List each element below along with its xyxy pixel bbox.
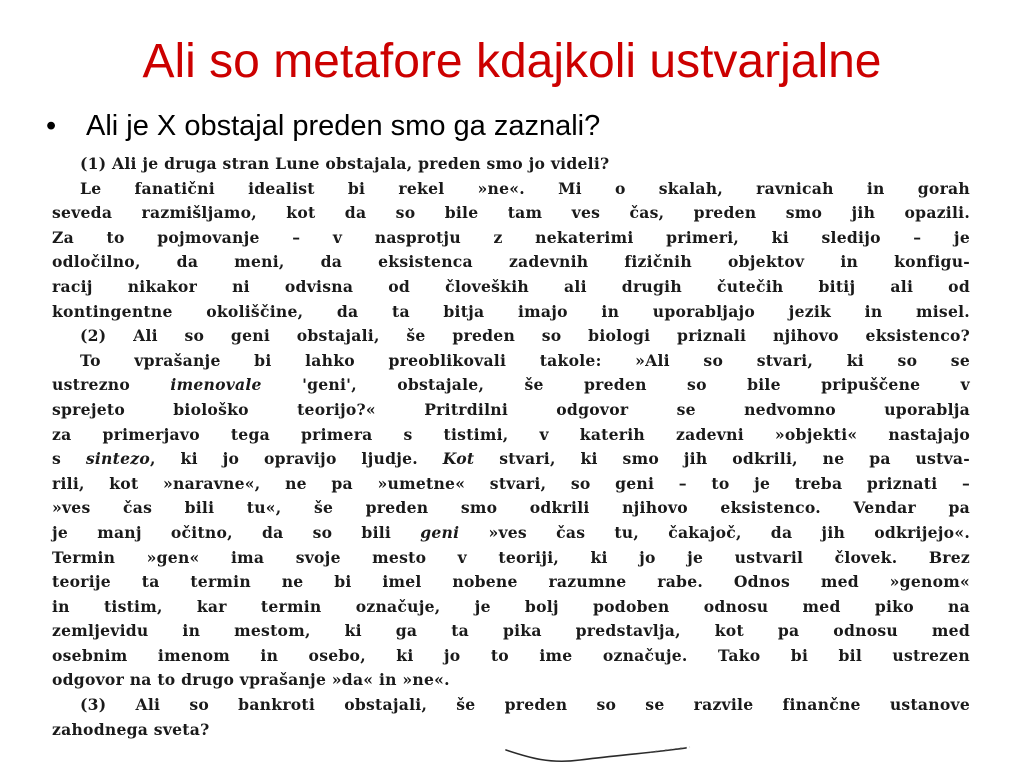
- italic-term: sintezo: [85, 449, 151, 469]
- text-line: in tistim, kar termin označuje, je bolj podoben odnosu med piko na: [52, 596, 970, 616]
- text-run: ustrezno: [52, 375, 171, 395]
- text-line: »ves čas bili tu«, še preden smo odkrili njihovo eksistenco. Vendar pa: [52, 498, 970, 518]
- slide-title: Ali so metafore kdajkoli ustvarjalne: [142, 35, 882, 88]
- text-line: teorije ta termin ne bi imel nobene razumne rabe. Odnos med »genom«: [52, 572, 970, 592]
- text-line: seveda razmišljamo, kot da so bile tam ves čas, preden smo jih opazili.: [52, 203, 970, 223]
- text-line: zemljevidu in mestom, ki ga ta pika predstavlja, kot pa odnosu med: [52, 621, 970, 641]
- handwritten-stroke: [500, 740, 700, 766]
- text-run: »ves čas tu, čakajoč, da jih odkrijejo«.: [459, 522, 970, 542]
- text-line: osebnim imenom in osebo, ki jo to ime označuje. Tako bi bil ustrezen: [52, 645, 970, 665]
- italic-term: imenovale: [170, 375, 262, 395]
- text-line: [52, 521, 970, 546]
- bullet-text: Ali je X obstajal preden smo ga zaznali?: [86, 110, 601, 142]
- text-line: [52, 373, 970, 398]
- text-line: [52, 447, 970, 472]
- text-run: stvari, ki smo jih odkrili, ne pa ustva-: [474, 449, 970, 469]
- text-line: kontingentne okoliščine, da ta bitja imajo in uporabljajo jezik in misel.: [52, 301, 970, 321]
- italic-term: Kot: [442, 449, 475, 469]
- scanned-text: [52, 152, 970, 742]
- text-line: odgovor na to drugo vprašanje »da« in »ne«.: [52, 670, 450, 690]
- text-line: Termin »gen« ima svoje mesto v teoriji, ki jo je ustvaril človek. Brez: [52, 547, 970, 567]
- text-line: To vprašanje bi lahko preoblikovali takole: »Ali so stvari, ki so se: [80, 350, 970, 370]
- question-2: (2) Ali so geni obstajali, še preden so biologi priznali njihovo eksistenco?: [80, 326, 970, 346]
- text-line: racij nikakor ni odvisna od človeških ali drugih čutečih bitij ali od: [52, 276, 970, 296]
- text-run: je manj očitno, da so bili: [52, 522, 421, 542]
- italic-term: geni: [420, 522, 460, 542]
- question-1: (1) Ali je druga stran Lune obstajala, preden smo jo videli?: [80, 154, 610, 173]
- bullet-dot: •: [46, 110, 57, 142]
- text-run: 'geni', obstajale, še preden so bile pripuščene v: [261, 375, 970, 395]
- text-line: Le fanatični idealist bi rekel »ne«. Mi o skalah, ravnicah in gorah: [80, 178, 970, 198]
- text-line: zahodnega sveta?: [52, 719, 210, 739]
- text-line: Za to pojmovanje – v nasprotju z nekaterimi primeri, ki sledijo – je: [52, 227, 970, 247]
- text-line: odločilno, da meni, da eksistenca zadevnih fizičnih objektov in konfigu-: [52, 252, 970, 272]
- question-3: (3) Ali so bankroti obstajali, še preden so se razvile finančne ustanove: [80, 695, 970, 715]
- text-run: s: [52, 449, 86, 469]
- text-line: za primerjavo tega primera s tistimi, v katerih zadevni »objekti« nastajajo: [52, 424, 970, 444]
- bullet-item: [46, 106, 600, 146]
- text-run: , ki jo opravijo ljudje.: [150, 449, 443, 469]
- text-line: sprejeto biološko teorijo?« Pritrdilni odgovor se nedvomno uporablja: [52, 399, 970, 419]
- text-line: rili, kot »naravne«, ne pa »umetne« stvari, so geni – to je treba priznati –: [52, 473, 970, 493]
